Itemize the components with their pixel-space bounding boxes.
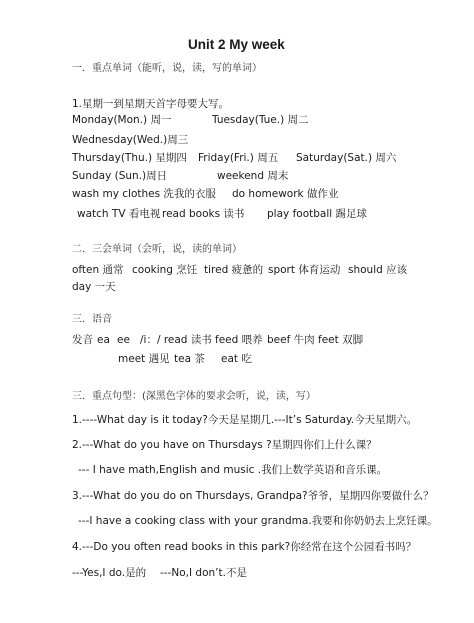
word-wednesday: Wednesday(Wed.)周三 [72, 134, 189, 146]
word-day: day 一天 [72, 281, 116, 293]
phrase-play-football: play football 踢足球 [267, 208, 368, 220]
phrase-do-homework: do homework 做作业 [232, 188, 339, 200]
phonics-eat: eat 吃 [221, 353, 252, 365]
row-words [0, 263, 474, 279]
row-mon-tue [0, 113, 474, 129]
row-sun-weekend [0, 169, 474, 185]
section1-heading: 一．重点单词（能听，说，读，写的单词） [72, 63, 262, 74]
phonics-feet: feet 双脚 [318, 334, 364, 346]
word-friday: Friday(Fri.) 周五 [198, 152, 279, 164]
phonics-beef: beef 牛肉 [267, 334, 315, 346]
word-often: often 通常 [72, 264, 124, 276]
word-weekend: weekend 周末 [217, 170, 289, 182]
row-phonics-2 [0, 352, 474, 368]
phonics-read: /i：/ read 读书 [140, 334, 212, 346]
page-title: Unit 2 My week [188, 37, 285, 52]
section2-heading: 二．三会单词（会听，说，读的单词） [72, 244, 242, 255]
row-thu-sat [0, 151, 474, 167]
word-saturday: Saturday(Sat.) 周六 [296, 152, 397, 164]
answer-no: ---No,I don’t.不是 [160, 567, 247, 579]
row-phrases-2 [0, 207, 474, 223]
sentence-3-answer: ---I have a cooking class with your grandma.我要和你奶奶去上烹饪课。 [78, 515, 438, 527]
sentence-2: 2.---What do you have on Thursdays ?星期四你们上什么课？ [72, 439, 377, 451]
phonics-feed: feed 喂养 [215, 334, 263, 346]
sentence-3: 3.---What do you do on Thursdays, Grandpa?爷爷，星期四你要做什么？ [72, 490, 434, 502]
row-phonics-1 [0, 333, 474, 349]
answer-yes: ---Yes,I do.是的 [72, 567, 147, 579]
word-tired: tired 疲惫的 [204, 264, 264, 276]
word-cooking: cooking 烹饪 [132, 264, 198, 276]
section3-heading: 三．语音 [72, 314, 112, 325]
phonics-label: 发音 [72, 334, 93, 346]
word-should: should 应该 [348, 264, 408, 276]
phrase-watch-tv: watch TV 看电视 [77, 208, 161, 220]
section4-heading: 三．重点句型：(深黑色字体的要求会听，说，读，写） [72, 391, 316, 402]
phonics-ee: ee [117, 334, 130, 346]
word-sport: sport 体育运动 [268, 264, 341, 276]
phrase-wash-clothes: wash my clothes 洗我的衣服 [72, 188, 216, 200]
word-tuesday: Tuesday(Tue.) 周二 [212, 114, 309, 126]
sentence-4: 4.---Do you often read books in this park?你经常在这个公园看书吗？ [72, 541, 417, 553]
sentence-4-answers [0, 566, 474, 582]
word-thursday: Thursday(Thu.) 星期四 [72, 152, 187, 164]
capitalization-rule: 1.星期一到星期天首字母要大写。 [72, 98, 230, 110]
phonics-tea: tea 茶 [174, 353, 205, 365]
phrase-read-books: read books 读书 [162, 208, 245, 220]
phonics-ea: ea [97, 334, 110, 346]
phonics-meet: meet 遇见 [118, 353, 170, 365]
sentence-1: 1.----What day is it today?今天是星期几.---It’s Saturday.今天星期六。 [72, 414, 418, 426]
row-phrases-1 [0, 187, 474, 203]
word-sunday: Sunday (Sun.)周日 [72, 170, 168, 182]
sentence-2-answer: --- I have math,English and music .我们上数学英语和音乐课。 [78, 464, 388, 476]
word-monday: Monday(Mon.) 周一 [72, 114, 172, 126]
